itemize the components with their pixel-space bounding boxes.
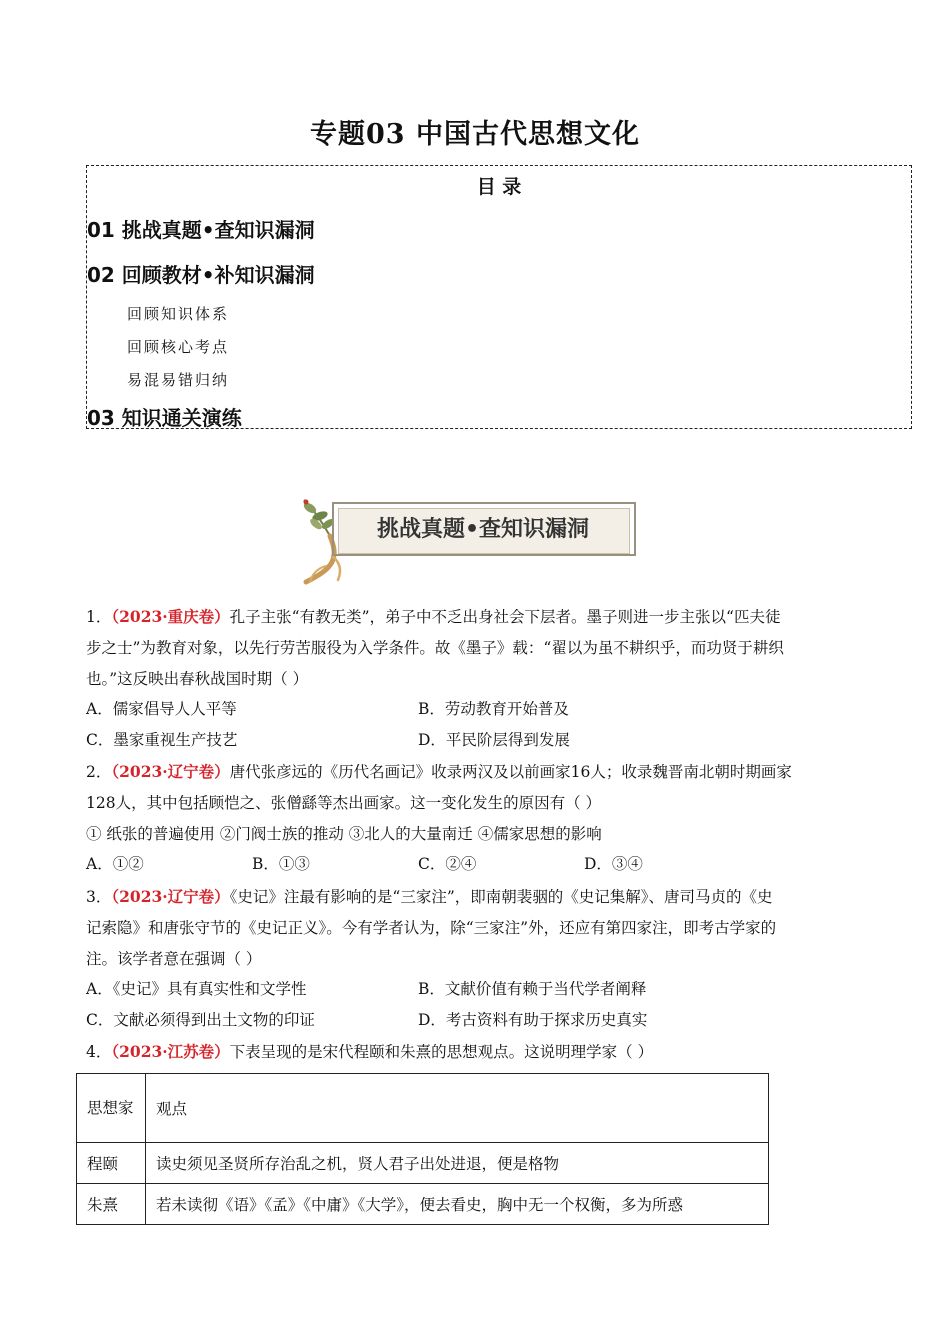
page-title: 专题03 中国古代思想文化 — [310, 119, 640, 150]
option-2a[interactable]: A．①② — [86, 855, 144, 873]
question-3 — [86, 881, 864, 975]
section-banner — [296, 496, 641, 586]
table-cell-view: 若未读彻《语》《孟》《中庸》《大学》，便去看史，胸中无一个权衡，多为所惑 — [146, 1184, 769, 1225]
option-3a[interactable]: A．《史记》具有真实性和文学性 — [86, 980, 307, 998]
question-1-line-1: 1．（2023·重庆卷）孔子主张“有教无类”，弟子中不乏出身社会下层者。墨子则进一步主张以“匹夫徒 — [86, 607, 781, 626]
question-2-line-2: 128人，其中包括顾恺之、张僧繇等杰出画家。这一变化发生的原因有（ ） — [86, 794, 602, 812]
option-3d[interactable]: D．考古资料有助于探求历史真实 — [418, 1011, 648, 1029]
question-1 — [86, 601, 864, 695]
question-3-line-2: 记索隐》和唐张守节的《史记正义》。今有学者认为，除“三家注”外，还应有第四家注，即考古学家的 — [86, 919, 777, 937]
toc-sub-item-2[interactable]: 回顾核心考点 — [127, 338, 230, 356]
question-1-line-3: 也。”这反映出春秋战国时期（ ） — [86, 670, 309, 688]
question-source: （2023·江苏卷） — [111, 1042, 230, 1061]
toc-sub-item-1[interactable]: 回顾知识体系 — [127, 305, 230, 323]
table-row — [77, 1184, 769, 1225]
question-3-line-1: 3．（2023·辽宁卷）《史记》注最有影响的是“三家注”，即南朝裴骃的《史记集解》、唐司马贞的《史 — [86, 887, 773, 906]
option-2d[interactable]: D．③④ — [584, 855, 643, 873]
question-source: （2023·重庆卷） — [111, 607, 230, 626]
thinkers-table — [76, 1073, 769, 1225]
toc-heading: 目 录 — [476, 176, 522, 198]
table-row — [77, 1143, 769, 1184]
table-of-contents — [86, 165, 912, 429]
option-1c[interactable]: C．墨家重视生产技艺 — [86, 731, 238, 749]
question-source: （2023·辽宁卷） — [111, 887, 230, 906]
option-3b[interactable]: B．文献价值有赖于当代学者阐释 — [418, 980, 647, 998]
question-2 — [86, 756, 864, 850]
table-header-row — [77, 1074, 769, 1143]
table-header-view: 观点 — [146, 1074, 769, 1143]
question-3-line-3: 注。该学者意在强调（ ） — [86, 950, 262, 968]
toc-item-01[interactable]: 01 挑战真题•查知识漏洞 — [87, 218, 315, 242]
toc-item-03[interactable]: 03 知识通关演练 — [87, 406, 242, 430]
toc-item-02[interactable]: 02 回顾教材•补知识漏洞 — [87, 263, 315, 287]
question-2-line-3: ① 纸张的普遍使用 ②门阀士族的推动 ③北人的大量南迁 ④儒家思想的影响 — [86, 825, 602, 843]
question-4 — [86, 1036, 864, 1068]
option-1b[interactable]: B．劳动教育开始普及 — [418, 700, 569, 718]
option-1d[interactable]: D．平民阶层得到发展 — [418, 731, 570, 749]
table-cell-name: 程颐 — [77, 1143, 146, 1184]
question-source: （2023·辽宁卷） — [111, 762, 230, 781]
option-2b[interactable]: B．①③ — [252, 855, 310, 873]
question-1-line-2: 步之士”为教育对象，以先行劳苦服役为入学条件。故《墨子》载：“翟以为虽不耕织乎，而功贤于耕织 — [86, 639, 784, 657]
question-2-line-1: 2．（2023·辽宁卷）唐代张彦远的《历代名画记》收录两汉及以前画家16人；收录魏晋南北朝时期画家 — [86, 762, 792, 781]
table-cell-view: 读史须见圣贤所存治乱之机，贤人君子出处进退，便是格物 — [146, 1143, 769, 1184]
table-cell-name: 朱熹 — [77, 1184, 146, 1225]
question-4-line-1: 4．（2023·江苏卷）下表呈现的是宋代程颐和朱熹的思想观点。这说明理学家（ ） — [86, 1042, 654, 1061]
option-1a[interactable]: A．儒家倡导人人平等 — [86, 700, 237, 718]
banner-title: 挑战真题•查知识漏洞 — [376, 517, 590, 542]
table-header-thinker: 思想家 — [77, 1074, 146, 1143]
option-2c[interactable]: C．②④ — [418, 855, 477, 873]
toc-sub-item-3[interactable]: 易混易错归纳 — [127, 371, 230, 389]
option-3c[interactable]: C．文献必须得到出土文物的印证 — [86, 1011, 315, 1029]
